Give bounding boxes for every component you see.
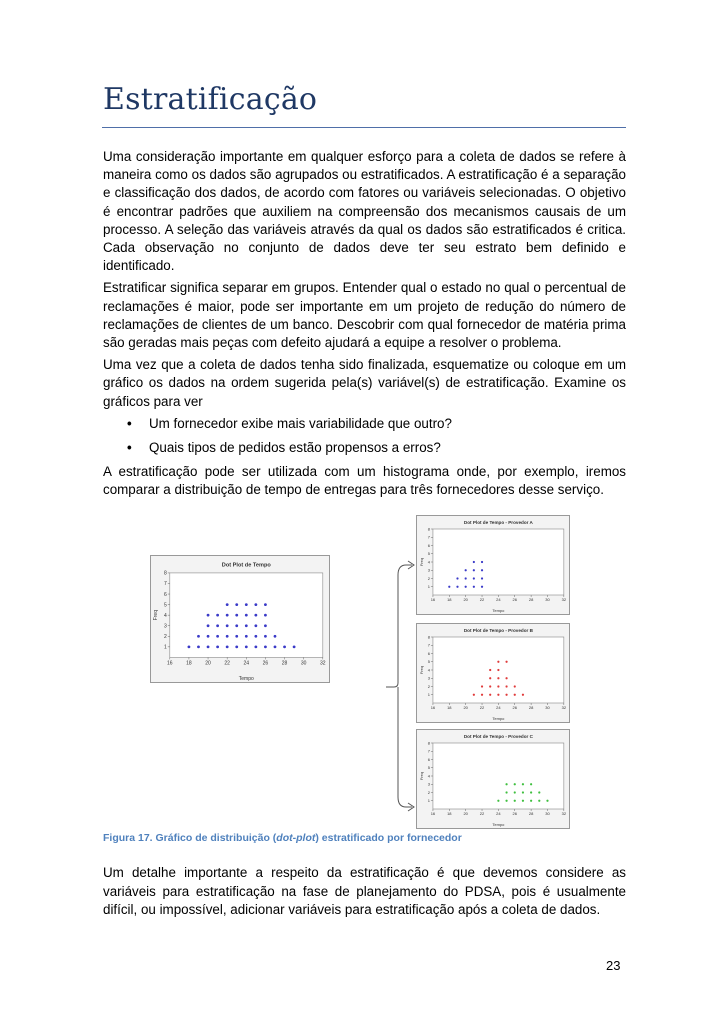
plot-area	[433, 743, 564, 809]
data-point	[264, 603, 267, 606]
data-point	[530, 800, 532, 802]
question-list	[103, 415, 626, 457]
data-point	[188, 645, 191, 648]
y-tick-label: 8	[427, 740, 430, 746]
data-point	[264, 635, 267, 638]
page-title: Estratificação	[103, 82, 318, 117]
x-axis-label: Tempo	[492, 716, 505, 721]
data-point	[245, 624, 248, 627]
x-tick-label: 30	[545, 705, 550, 710]
y-tick-label: 5	[427, 765, 430, 771]
data-point	[226, 645, 229, 648]
x-tick-label: 20	[463, 597, 468, 602]
data-point	[497, 661, 499, 663]
y-tick-label: 1	[427, 584, 430, 590]
x-tick-label: 30	[545, 811, 550, 816]
data-point	[216, 614, 219, 617]
data-point	[505, 791, 507, 793]
data-point	[207, 614, 210, 617]
data-point	[207, 624, 210, 627]
y-tick-label: 4	[427, 773, 430, 779]
data-point	[197, 635, 200, 638]
y-tick-label: 6	[427, 542, 430, 548]
y-tick-label: 5	[164, 602, 167, 609]
data-point	[538, 800, 540, 802]
x-tick-label: 26	[512, 705, 517, 710]
data-point	[522, 800, 524, 802]
y-tick-label: 8	[164, 570, 167, 577]
data-point	[481, 685, 483, 687]
data-point	[264, 624, 267, 627]
stratified-dot-plot-figure	[150, 513, 576, 831]
x-tick-label: 18	[447, 705, 452, 710]
data-point	[264, 645, 267, 648]
y-tick-label: 5	[427, 659, 430, 665]
y-tick-label: 2	[164, 634, 167, 641]
data-point	[481, 561, 483, 563]
data-point	[245, 635, 248, 638]
x-tick-label: 24	[496, 811, 501, 816]
data-point	[522, 783, 524, 785]
data-point	[465, 577, 467, 579]
data-point	[514, 783, 516, 785]
data-point	[497, 694, 499, 696]
data-point	[226, 635, 229, 638]
data-point	[197, 645, 200, 648]
data-point	[226, 624, 229, 627]
y-tick-label: 8	[427, 634, 430, 640]
data-point	[216, 624, 219, 627]
x-tick-label: 22	[479, 811, 485, 816]
bullet-icon: •	[127, 415, 132, 431]
x-tick-label: 22	[224, 660, 230, 667]
data-point	[264, 614, 267, 617]
data-point	[497, 685, 499, 687]
data-point	[481, 569, 483, 571]
paragraph-4: A estratificação pode ser utilizada com um histograma onde, por exemplo, iremos comparar a distribuição de tempo de entregas para três fornecedores desse serviço.	[103, 464, 626, 498]
chart-title: Dot Plot de Tempo	[221, 562, 271, 569]
x-tick-label: 28	[528, 597, 534, 602]
data-point	[245, 603, 248, 606]
dot-plot-panel	[151, 556, 330, 683]
y-tick-label: 7	[427, 534, 430, 540]
x-tick-label: 16	[167, 660, 173, 667]
y-tick-label: 4	[427, 559, 430, 565]
x-axis-label: Tempo	[492, 608, 505, 613]
dot-plot-panel	[417, 624, 570, 723]
list-item	[103, 415, 626, 433]
data-point	[456, 577, 458, 579]
data-point	[235, 624, 238, 627]
data-point	[283, 645, 286, 648]
chart-title: Dot Plot de Tempo - Provedor C	[463, 734, 533, 739]
x-tick-label: 20	[463, 811, 468, 816]
x-tick-label: 32	[561, 705, 567, 710]
data-point	[254, 645, 257, 648]
data-point	[481, 694, 483, 696]
x-tick-label: 20	[463, 705, 468, 710]
bracket-connector	[386, 565, 412, 807]
data-point	[497, 677, 499, 679]
figure-caption: Figura 17. Gráfico de distribuição (dot-plot) estratificado por fornecedor	[103, 832, 462, 844]
chart-title: Dot Plot de Tempo - Provedor A	[463, 520, 533, 525]
data-point	[481, 577, 483, 579]
list-item	[103, 439, 626, 457]
x-tick-label: 30	[300, 660, 307, 667]
data-point	[465, 586, 467, 588]
y-axis-label: Freq	[419, 771, 424, 781]
x-tick-label: 22	[479, 597, 485, 602]
title-divider	[102, 127, 626, 128]
data-point	[530, 791, 532, 793]
y-tick-label: 5	[427, 551, 430, 557]
y-tick-label: 6	[164, 591, 167, 598]
data-point	[505, 783, 507, 785]
data-point	[505, 694, 507, 696]
y-tick-label: 1	[164, 644, 167, 651]
data-point	[514, 800, 516, 802]
data-point	[505, 685, 507, 687]
x-tick-label: 24	[496, 705, 501, 710]
y-tick-label: 3	[427, 675, 430, 681]
x-tick-label: 28	[528, 811, 534, 816]
x-axis-label: Tempo	[238, 676, 254, 682]
page-number: 23	[606, 958, 621, 973]
data-point	[254, 624, 257, 627]
plot-area	[433, 529, 564, 595]
data-point	[473, 569, 475, 571]
data-point	[207, 645, 210, 648]
data-point	[489, 694, 491, 696]
y-tick-label: 7	[427, 748, 430, 754]
y-tick-label: 6	[427, 756, 430, 762]
x-tick-label: 26	[512, 811, 517, 816]
y-tick-label: 2	[427, 789, 430, 795]
x-tick-label: 16	[430, 597, 436, 602]
data-point	[514, 685, 516, 687]
data-point	[235, 645, 238, 648]
data-point	[293, 645, 296, 648]
data-point	[489, 677, 491, 679]
y-tick-label: 1	[427, 798, 430, 804]
x-tick-label: 26	[512, 597, 517, 602]
data-point	[216, 635, 219, 638]
data-point	[473, 694, 475, 696]
list-item-text: Um fornecedor exibe mais variabilidade que outro?	[149, 415, 452, 431]
x-tick-label: 32	[561, 597, 567, 602]
x-tick-label: 18	[186, 660, 192, 667]
x-tick-label: 26	[262, 660, 269, 667]
y-tick-label: 6	[427, 650, 430, 656]
paragraph-3: Uma vez que a coleta de dados tenha sido finalizada, esquematize ou coloque em um gráfico os dados na ordem sugerida pela(s) variável(s) de estratificação. Examine os gráficos para ver	[103, 357, 626, 409]
list-item-text: Quais tipos de pedidos estão propensos a erros?	[149, 440, 441, 456]
data-point	[538, 791, 540, 793]
data-point	[254, 614, 257, 617]
y-tick-label: 8	[427, 526, 430, 532]
y-tick-label: 4	[427, 667, 430, 673]
data-point	[235, 603, 238, 606]
x-tick-label: 30	[545, 597, 550, 602]
data-point	[245, 645, 248, 648]
paragraph-2: Estratificar significa separar em grupos. Entender qual o estado no qual o percentual de reclamações é maior, pode ser importante em um projeto de redução do número de reclamações de clientes de um banco. Descobrir com qual fornecedor de matéria prima são geradas mais peças com defeito ajudará a equipe a resolver o problema.	[103, 280, 626, 351]
x-tick-label: 32	[561, 811, 567, 816]
caption-italic: dot-plot	[276, 832, 316, 844]
data-point	[465, 569, 467, 571]
data-point	[245, 614, 248, 617]
data-point	[216, 645, 219, 648]
data-point	[473, 586, 475, 588]
y-tick-label: 3	[427, 781, 430, 787]
bullet-icon: •	[127, 440, 132, 456]
data-point	[235, 635, 238, 638]
x-tick-label: 24	[496, 597, 501, 602]
paragraph-1: Uma consideração importante em qualquer esforço para a coleta de dados se refere à maneira como os dados são agrupados ou estratificados. A estratificação é a separação e classificação dos dados, de acordo com fatores ou variáveis selecionadas. O objetivo é encontrar padrões que auxiliem na compreensão dos mecanismos causais de um processo. A seleção das variáveis através da qual os dados são estratificados é critica. Cada observação no conjunto de dados deve ter seu estrato bem definido e identificado.	[103, 149, 626, 274]
y-tick-label: 3	[427, 567, 430, 573]
data-point	[473, 577, 475, 579]
data-point	[505, 800, 507, 802]
closing-paragraph: Um detalhe importante a respeito da estratificação é que devemos considere as variáveis para estratificação na fase de planejamento do PDSA, pois é usualmente difícil, ou impossível, adicionar variáveis para estratificação após a coleta de dados.	[103, 865, 626, 918]
y-tick-label: 4	[164, 612, 167, 619]
x-tick-label: 16	[430, 705, 436, 710]
x-tick-label: 18	[447, 811, 452, 816]
y-tick-label: 2	[427, 575, 430, 581]
x-tick-label: 28	[281, 660, 288, 667]
data-point	[226, 603, 229, 606]
data-point	[456, 586, 458, 588]
data-point	[489, 685, 491, 687]
dot-plot-panel	[417, 516, 570, 615]
data-point	[274, 645, 277, 648]
data-point	[254, 603, 257, 606]
data-point	[254, 635, 257, 638]
data-point	[522, 791, 524, 793]
y-axis-label: Freq	[419, 557, 424, 567]
dot-plot-panel	[417, 730, 570, 829]
y-tick-label: 3	[164, 623, 167, 630]
data-point	[546, 800, 548, 802]
x-tick-label: 22	[479, 705, 485, 710]
data-point	[274, 635, 277, 638]
x-tick-label: 18	[447, 597, 452, 602]
x-tick-label: 32	[320, 660, 326, 667]
data-point	[481, 586, 483, 588]
data-point	[497, 800, 499, 802]
data-point	[530, 783, 532, 785]
y-axis-label: Freq	[419, 665, 424, 675]
y-tick-label: 7	[164, 581, 167, 588]
data-point	[473, 561, 475, 563]
data-point	[226, 614, 229, 617]
chart-title: Dot Plot de Tempo - Provedor B	[463, 628, 533, 633]
x-tick-label: 24	[243, 660, 250, 667]
data-point	[505, 661, 507, 663]
x-tick-label: 20	[205, 660, 211, 667]
y-tick-label: 7	[427, 642, 430, 648]
x-axis-label: Tempo	[492, 822, 505, 827]
data-point	[514, 694, 516, 696]
data-point	[497, 669, 499, 671]
data-point	[505, 677, 507, 679]
y-tick-label: 2	[427, 683, 430, 689]
body-text	[103, 148, 626, 504]
data-point	[448, 586, 450, 588]
x-tick-label: 16	[430, 811, 436, 816]
x-tick-label: 28	[528, 705, 534, 710]
data-point	[207, 635, 210, 638]
data-point	[489, 669, 491, 671]
y-tick-label: 1	[427, 692, 430, 698]
data-point	[522, 694, 524, 696]
data-point	[235, 614, 238, 617]
y-axis-label: Freq	[153, 610, 159, 621]
data-point	[514, 791, 516, 793]
